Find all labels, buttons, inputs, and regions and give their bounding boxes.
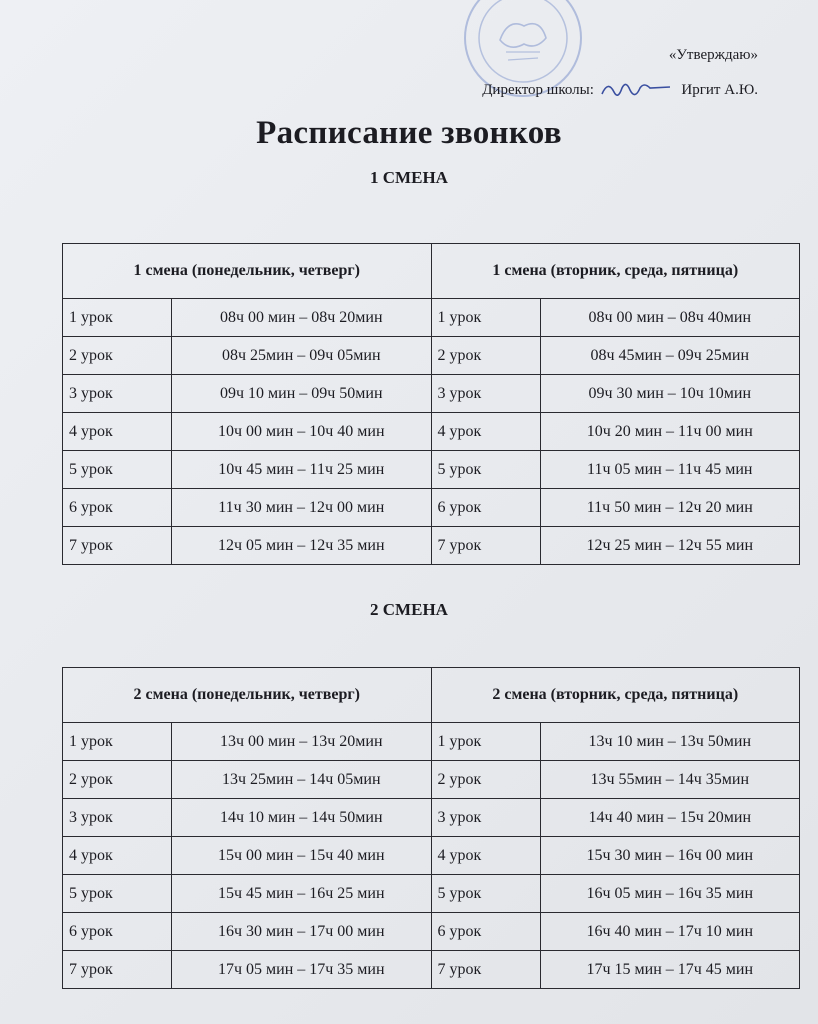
lesson-cell: 4 урок: [431, 413, 540, 451]
time-cell-right: 11ч 05 мин – 11ч 45 мин: [540, 451, 800, 489]
time-cell-left: 10ч 00 мин – 10ч 40 мин: [172, 413, 432, 451]
table-row: [63, 837, 800, 875]
director-label: Директор школы:: [482, 81, 594, 98]
time-cell-left: 14ч 10 мин – 14ч 50мин: [172, 799, 432, 837]
lesson-cell: 4 урок: [431, 837, 540, 875]
lesson-cell: 3 урок: [431, 375, 540, 413]
table-row: [63, 723, 800, 761]
shift1-col-left-header: 1 смена (понедельник, четверг): [63, 244, 432, 299]
time-cell-left: 15ч 00 мин – 15ч 40 мин: [172, 837, 432, 875]
time-cell-right: 16ч 05 мин – 16ч 35 мин: [540, 875, 800, 913]
lesson-cell: 4 урок: [63, 837, 172, 875]
page-title: Расписание звонков: [256, 115, 562, 151]
time-cell-left: 13ч 00 мин – 13ч 20мин: [172, 723, 432, 761]
lesson-cell: 5 урок: [431, 875, 540, 913]
lesson-cell: 7 урок: [63, 951, 172, 989]
lesson-cell: 4 урок: [63, 413, 172, 451]
table-row: [63, 951, 800, 989]
time-cell-left: 11ч 30 мин – 12ч 00 мин: [172, 489, 432, 527]
time-cell-left: 13ч 25мин – 14ч 05мин: [172, 761, 432, 799]
table-row: [63, 875, 800, 913]
shift1-table: [62, 243, 800, 565]
shift2-heading: 2 СМЕНА: [370, 600, 448, 619]
lesson-cell: 5 урок: [63, 875, 172, 913]
lesson-cell: 2 урок: [431, 337, 540, 375]
time-cell-right: 13ч 55мин – 14ч 35мин: [540, 761, 800, 799]
table-row: [63, 527, 800, 565]
table-row: [63, 375, 800, 413]
time-cell-left: 09ч 10 мин – 09ч 50мин: [172, 375, 432, 413]
shift1-col-right-header: 1 смена (вторник, среда, пятница): [431, 244, 800, 299]
time-cell-left: 10ч 45 мин – 11ч 25 мин: [172, 451, 432, 489]
director-name: Иргит А.Ю.: [681, 81, 758, 98]
lesson-cell: 5 урок: [63, 451, 172, 489]
time-cell-right: 09ч 30 мин – 10ч 10мин: [540, 375, 800, 413]
lesson-cell: 3 урок: [431, 799, 540, 837]
shift1-heading: 1 СМЕНА: [370, 168, 448, 187]
shift2-table: [62, 667, 800, 989]
lesson-cell: 2 урок: [63, 761, 172, 799]
time-cell-left: 08ч 00 мин – 08ч 20мин: [172, 299, 432, 337]
lesson-cell: 2 урок: [431, 761, 540, 799]
lesson-cell: 5 урок: [431, 451, 540, 489]
approval-block: [482, 44, 758, 101]
lesson-cell: 1 урок: [63, 299, 172, 337]
time-cell-right: 17ч 15 мин – 17ч 45 мин: [540, 951, 800, 989]
time-cell-right: 08ч 45мин – 09ч 25мин: [540, 337, 800, 375]
lesson-cell: 6 урок: [63, 913, 172, 951]
time-cell-left: 08ч 25мин – 09ч 05мин: [172, 337, 432, 375]
time-cell-left: 17ч 05 мин – 17ч 35 мин: [172, 951, 432, 989]
table-row: [63, 913, 800, 951]
shift2-col-left-header: 2 смена (понедельник, четверг): [63, 668, 432, 723]
time-cell-right: 08ч 00 мин – 08ч 40мин: [540, 299, 800, 337]
lesson-cell: 1 урок: [63, 723, 172, 761]
table-row: [63, 451, 800, 489]
lesson-cell: 2 урок: [63, 337, 172, 375]
signature-icon: [598, 80, 678, 100]
approve-text: «Утверждаю»: [668, 47, 758, 63]
time-cell-right: 15ч 30 мин – 16ч 00 мин: [540, 837, 800, 875]
lesson-cell: 3 урок: [63, 375, 172, 413]
time-cell-right: 11ч 50 мин – 12ч 20 мин: [540, 489, 800, 527]
table-row: [63, 799, 800, 837]
director-line: [482, 79, 758, 102]
lesson-cell: 3 урок: [63, 799, 172, 837]
time-cell-left: 15ч 45 мин – 16ч 25 мин: [172, 875, 432, 913]
time-cell-left: 12ч 05 мин – 12ч 35 мин: [172, 527, 432, 565]
lesson-cell: 6 урок: [431, 489, 540, 527]
table-row: [63, 761, 800, 799]
time-cell-right: 16ч 40 мин – 17ч 10 мин: [540, 913, 800, 951]
time-cell-right: 12ч 25 мин – 12ч 55 мин: [540, 527, 800, 565]
lesson-cell: 6 урок: [431, 913, 540, 951]
lesson-cell: 7 урок: [63, 527, 172, 565]
table-row: [63, 299, 800, 337]
lesson-cell: 1 урок: [431, 299, 540, 337]
lesson-cell: 1 урок: [431, 723, 540, 761]
time-cell-left: 16ч 30 мин – 17ч 00 мин: [172, 913, 432, 951]
table-row: [63, 413, 800, 451]
table-row: [63, 489, 800, 527]
shift2-col-right-header: 2 смена (вторник, среда, пятница): [431, 668, 800, 723]
lesson-cell: 7 урок: [431, 951, 540, 989]
table-row: [63, 337, 800, 375]
lesson-cell: 7 урок: [431, 527, 540, 565]
time-cell-right: 10ч 20 мин – 11ч 00 мин: [540, 413, 800, 451]
time-cell-right: 13ч 10 мин – 13ч 50мин: [540, 723, 800, 761]
time-cell-right: 14ч 40 мин – 15ч 20мин: [540, 799, 800, 837]
lesson-cell: 6 урок: [63, 489, 172, 527]
